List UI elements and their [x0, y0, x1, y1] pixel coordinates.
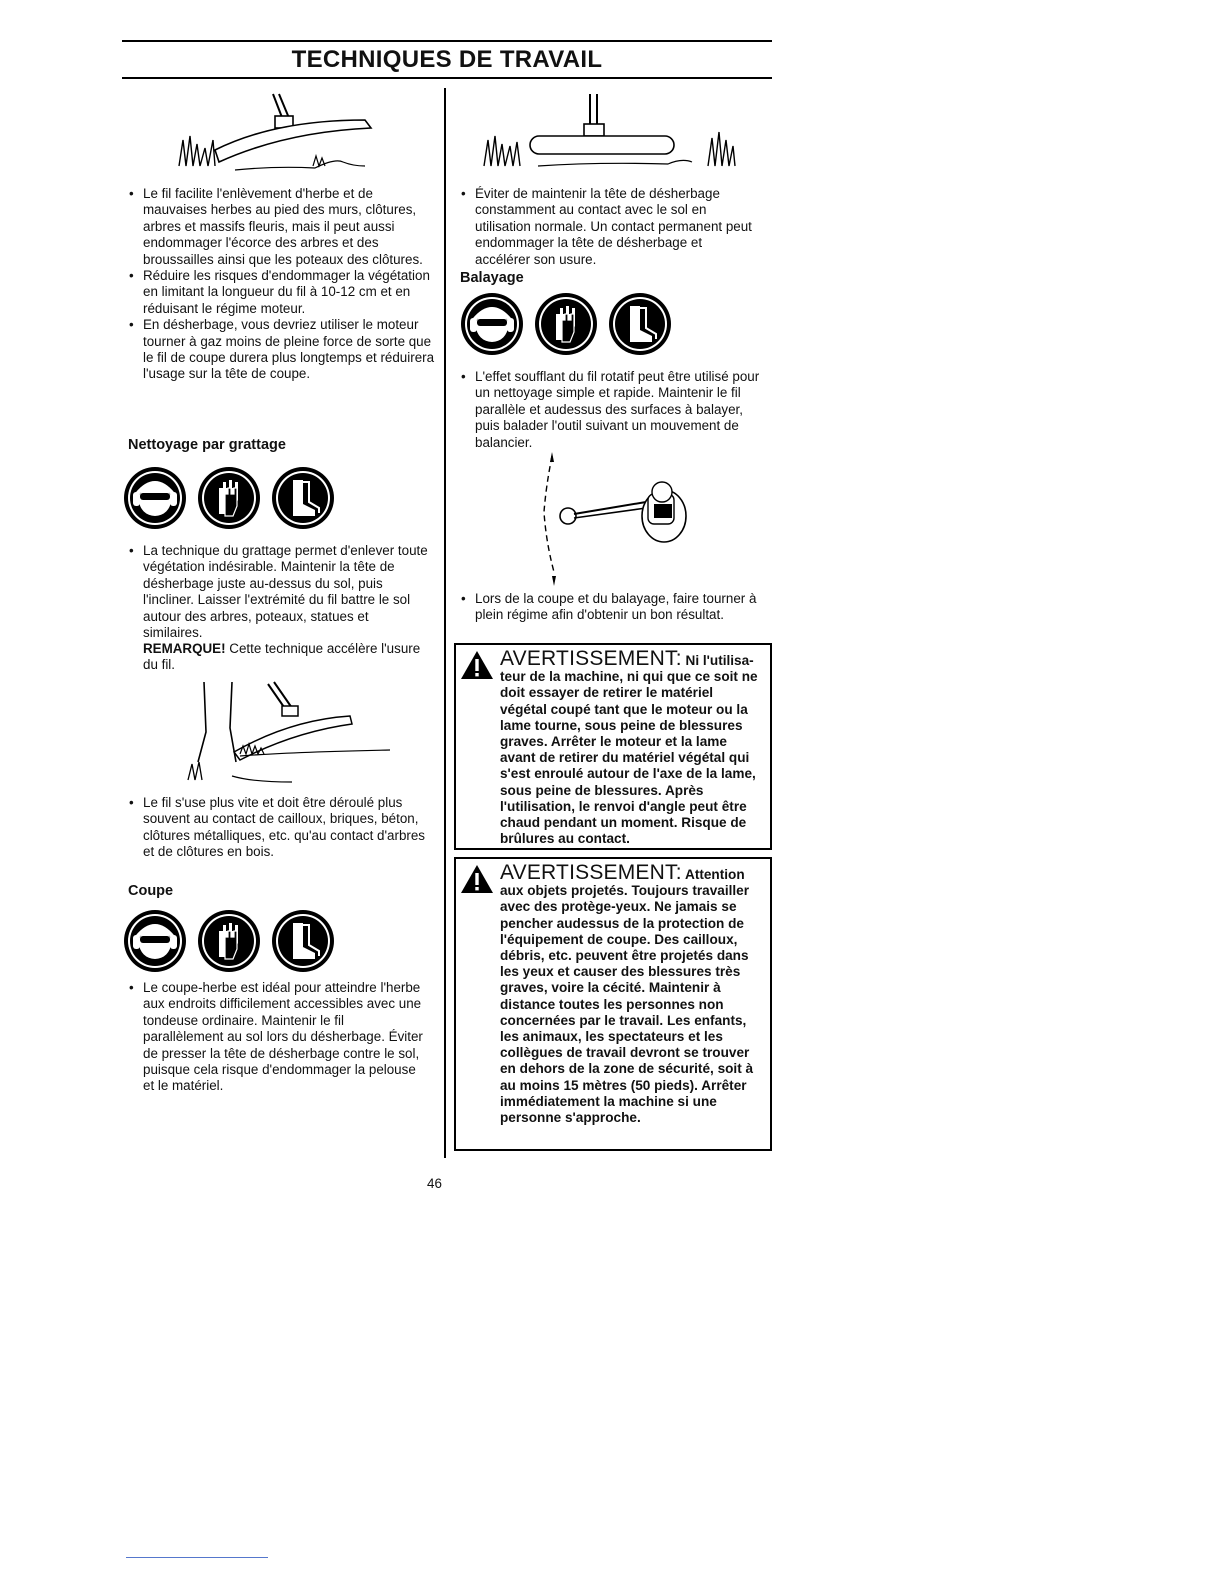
warning-triangle-icon — [460, 650, 494, 680]
scraping-bullets — [128, 543, 428, 641]
trimmer-flat-illustration — [478, 92, 748, 178]
header-top-rule — [122, 40, 772, 42]
warning-triangle-icon — [460, 864, 494, 894]
warning-text: teur de la machine, ni qui que ce soit ne doit essayer de retirer le matériel végétal coupé tant que le moteur ou la lame tourne, sous peine de blessures graves. Arrêter le moteur et la lame avant de retirer du matériel végétal qui s'est enroulé autour de l'axe de la lame, sous peine de blessures. Après l'utilisation, le renvoi d'angle peut être chaud pendant un moment. Risque de brûlures au contact. — [500, 669, 758, 847]
list-item: • En désherbage, vous devriez utiliser le moteur tourner à gaz moins de pleine force de sorte que le fil de coupe durera plus longtemps et réduirera l'usage sur la tête de coupe. — [128, 317, 440, 383]
boots-icon — [271, 466, 335, 530]
sweeping-bullets — [460, 369, 760, 451]
scraping-note — [143, 641, 428, 674]
cutting-ppe-icons — [123, 909, 335, 973]
cutting-heading: Coupe — [128, 883, 174, 899]
list-item: • Éviter de maintenir la tête de désherbage constamment au contact avec le sol en utilisation normale. Un contact permanent peut endommager la tête de désherbage et accélérer son usure. — [460, 186, 760, 268]
gloves-icon — [197, 466, 261, 530]
warning-lead: Attention — [681, 867, 745, 882]
boots-icon — [271, 909, 335, 973]
page-title: TECHNIQUES DE TRAVAIL — [291, 46, 603, 73]
boots-icon — [608, 292, 672, 356]
list-item: • L'effet soufflant du fil rotatif peut être utilisé pour un nettoyage simple et rapide. Maintenir le fil parallèle et audessus des surfaces à balayer, puis balader l'outil suivant un mouvement de balancier. — [460, 369, 760, 451]
right-intro-bullets — [460, 186, 760, 268]
warning-text: aux objets projetés. Toujours travailler avec des protège-yeux. Ne jamais se pencher audessus de la protection de l'équipement de coupe. Des cailloux, débris, etc. peuvent être projetés dans les yeux et causer des blessures très graves, voire la cécité. Maintenir à distance toutes les personnes non concernées par le travail. Les enfants, les animaux, les spectateurs et les collègues de travail devront se trouver en dehors de la zone de sécurité, soit à au moins 15 mètres (50 pieds). Arrêter immédiatement la machine si une personne s'approche. — [500, 883, 754, 1126]
warning-box-projected-objects — [454, 857, 772, 1151]
list-item: • Le coupe-herbe est idéal pour atteindre l'herbe aux endroits difficilement accessibles avec une tondeuse ordinaire. Maintenir le fil parallèlement au sol lors du désherbage. Éviter de presser la tête de désherbage contre le sol, puisque cela risque d'endommager la pelouse et le matériel. — [128, 980, 428, 1095]
header-bottom-rule — [122, 77, 772, 79]
scraping-ppe-icons — [123, 466, 335, 530]
list-item: • Le fil s'use plus vite et doit être déroulé plus souvent au contact de cailloux, briques, béton, clôtures métalliques, etc. qu'au contact d'arbres et de clôtures en bois. — [128, 795, 428, 861]
warning-lead: Ni l'utilisa- — [681, 653, 754, 668]
ear-eye-protection-icon — [123, 466, 187, 530]
sweeping-ppe-icons — [460, 292, 672, 356]
list-item: • Lors de la coupe et du balayage, faire tourner à plein régime afin d'obtenir un bon résultat. — [460, 591, 760, 624]
trimmer-angled-illustration — [175, 92, 415, 178]
page-number: 46 — [427, 1176, 442, 1191]
trimmer-tree-illustration — [170, 680, 400, 790]
gloves-icon — [534, 292, 598, 356]
ear-eye-protection-icon — [460, 292, 524, 356]
note-text: Cette technique accélère l'usure du fil. — [143, 641, 421, 673]
scraping-bullets-2 — [128, 795, 428, 861]
gloves-icon — [197, 909, 261, 973]
scraping-heading: Nettoyage par grattage — [128, 437, 286, 453]
warning-heading: AVERTISSEMENT: — [500, 861, 682, 884]
warning-box-moving-blade — [454, 643, 772, 850]
left-intro-bullets — [128, 186, 440, 383]
footer-link-underline — [126, 1557, 268, 1558]
warning-heading: AVERTISSEMENT: — [500, 647, 682, 670]
column-divider — [444, 88, 446, 1158]
cutting-bullets — [128, 980, 428, 1095]
note-label: REMARQUE! — [143, 641, 226, 656]
trimmer-sweeping-illustration — [528, 452, 708, 588]
list-item: • Réduire les risques d'endommager la végétation en limitant la longueur du fil à 10-12 cm et en réduisant le régime moteur. — [128, 268, 440, 317]
list-item: • La technique du grattage permet d'enlever toute végétation indésirable. Maintenir la tête de désherbage juste au-dessus du sol, puis l'incliner. Laisser l'extrémité du fil battre le sol autour des arbres, poteaux, statues et similaires. — [128, 543, 428, 641]
full-speed-bullets — [460, 591, 760, 624]
sweeping-heading: Balayage — [460, 270, 524, 286]
ear-eye-protection-icon — [123, 909, 187, 973]
list-item: • Le fil facilite l'enlèvement d'herbe et de mauvaises herbes au pied des murs, clôtures, arbres et massifs fleuris, mais il peut aussi endommager l'écorce des arbres et des broussailles ainsi que les poteaux des clôtures. — [128, 186, 440, 268]
